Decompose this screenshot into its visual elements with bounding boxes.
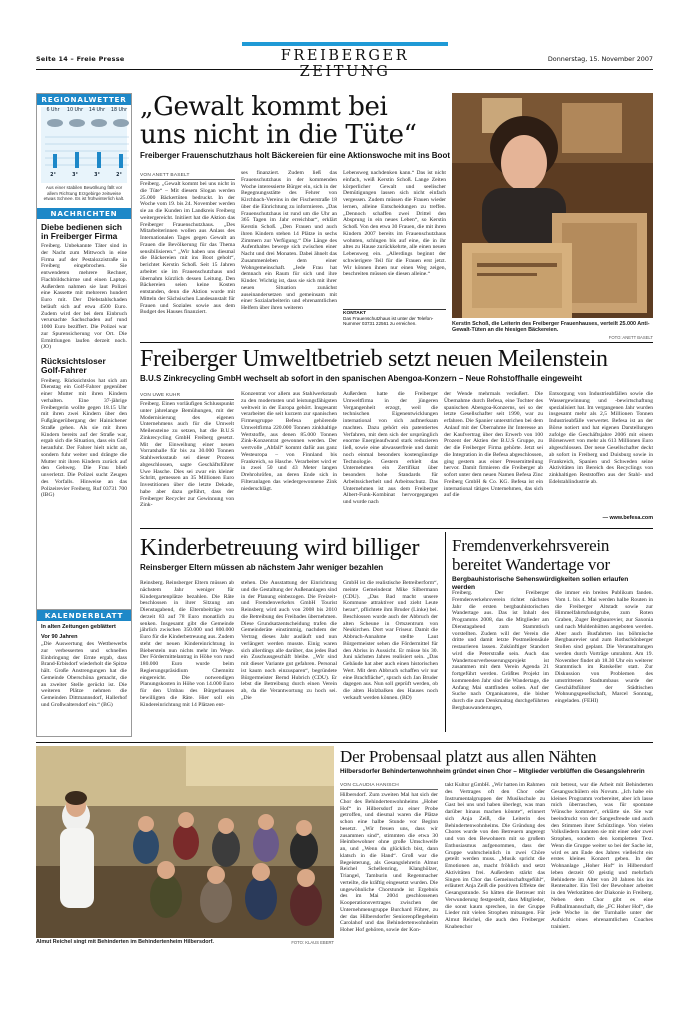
lead-photo-credit: FOTO: ANETT BASELT: [608, 335, 653, 340]
childcare-col-2: stehen. Die Ausstattung der Einrichtung und die Gestaltung der Außenanlagen sind in der Planung einbezogen. Die Freizeit- und Fremdenverkehrs GmbH Tourist Reinsberg wird auch von 2008 bis 2010 die Betreibung des Freibades übernehmen. Diese Grundsatzentscheidung trafen die Gemeinderäte einstimmig, nachdem der Vertrag dieses Jahr ausläuft und nun verlängert werden musste. Einig waren sich allerdings alle darüber, das jedes Bad ein Zuschussgeschäft bleibe. „Wir sind mit dieser Variante gut gefahren. Personal ist kaum noch einzusparen“, begründete Bürgermeister Bernd Hubrich (CDU). Er lebst die Betreibung durch einen Verein ab, da die Verantwortung zu hoch sei. „Die: [241, 580, 337, 701]
news-item-2-title: Rücksichtsloser Golf-Fahrer: [41, 356, 106, 376]
lead-deck: Freiberger Frauenschutzhaus holt Bäckereien für eine Aktionswoche mit ins Boot: [140, 151, 450, 160]
lead-col-1: Freiberg. „Gewalt kommt bei uns nicht in die Tüte“ – Mit diesem Slogan werden 25.000 Bäckertüten bedruckt. In der Woche vom 19. bis 24. November werden sie an die Kunden im Landkreis Freiberg weitergereicht. Initiiert hat die Aktion das Freiberger Frauenschutzhaus. „Des Mitarbeiterinnen wollen aus Anlass des Internationalen Tages gegen Gewalt an Frauen die Bevölkerung für das Thema sensibilisieren.“ „Wir haben uns diesmal die Bäckereien mit ins Boot geholt“, berichtet Kerstin Schoß. Seit 15 Jahren arbeitet sie im Frauenschutzhaus und übernahm kürzlich dessen Leitung. Den Bäckereien seien keine Kosten entstanden, denn die Aktion wurde mit Mitteln der Sächsischen Landesanstalt für Frauen und Soziales sowie aus dem Budget des Hauses finanziert.: [140, 181, 235, 316]
column-rule-childcare-tourism: [445, 532, 446, 732]
tourism-col-2: die immer ein breites Publikum fanden. Vom 1. bis 4. Mai werden halbe Routen in die Freiberger Altstadt sowie zur Himmelfahrtsfundgrube, zum Roten Graben, Zuger Bergbaurevier, zur Saxonia und nach Muldenhütten angeboten werden. Aber auch Busfahrten ins böhmische Bergbaurevier und zum Rothschönberger Stollen sind geplant. Die Veranstaltungen werden durch Vorträge umrahmt. Am 19. November findet ab 18.30 Uhr ein weiterer Stammtisch im Ratskeller statt. Zur Diskussion von Problemen des umstrittenen Stadtumbaus wurde der Geschäftsführer der Städtischen Wohnungsgesellschaft, Marcel Sonntag, eingeladen. (FEHI): [555, 590, 653, 704]
childcare-deck: Reinsberger Eltern müssen ab nächstem Jahr weniger bezahlen: [140, 563, 384, 572]
choir-col-2: takt Kultur gGmbH. „Wir hatten im Rahmen des Vertrages oft den Chor oder Instrumentalgruppen der Musikschule zu Gast bei uns und haben überlegt, was man darüber hinaus machen könnte“, erinnert sich Anja Zeiß, die Leiterin des Behindertenwohnheims. Die Gründung des Chores wurde von den Betreuern angeregt und von den Bewohnern mit so großem Enthusiasmus aufgenommen, dass der Gruppe wahrscheinlich in zwei Chöre geteilt werden muss. „Musik spricht die Emotionen an, macht fröhlich und setzt Aktivitäten frei. Außerdem stärkt das Singen im Chor das Gemeinschaftsgefühl“, erläutert Anja Zeiß die positiven Effekte der Gesangsstunde. So hätten die Betreuer mit Verwunderung festgestellt, dass Mitglieder, die sonst kaum sprechen, in der Gruppe Lieder mit vielen Strophen mitsangen. Für Almut Reichel, die auch den Freiberger Knabenchor: [445, 782, 545, 930]
environment-col-5: Entsorgung von Industrieabfällen sowie die Wassergewinnung und -bewirtschaftung spezialisiert hat. Im vergangenen Jahr wurden insgesamt mehr als 2,5 Millionen Tonnen Industrieabfälle verwertet. Befesa ist an der Börse notiert und hat eigenen Darstellungen zufolge die Geschäftsjahre 2006 mit einem Börsenwert von mehr als 613 Millionen Euro abgeschlossen. Der neue Gesellschafter deckt ab sofort in Freiberg und Duisburg sowie in Frankreich, Spanien und Schweden seine Aktivitäten im Bereich des Recyclings von zinkhaltigen Reststoffen aus der Stahl- und Edelstahlindustrie ab.: [549, 391, 653, 485]
cloud-snow-icon: [45, 116, 129, 130]
news-item-1: [37, 219, 131, 351]
weather-time-1: 6 Uhr: [46, 108, 60, 113]
weather-chart: [41, 107, 127, 183]
weather-time-2: 10 Uhr: [66, 108, 84, 113]
page-label: Seite 14 – Freie Presse: [36, 55, 125, 63]
choir-photo-image: [36, 746, 334, 938]
news-item-1-text: Freiberg. Unbekannte Täter sind in der Nacht zum Mittwoch in eine Firma auf der Pestalozzistraße in Freiberg eingebrochen. Sie entwendeten mehrere Rechner, Flachbildschirme und einen Laptop. Außerdem nahmen sie laut Polizei eine Kassette mit mehreren hundert Euro mit. Der Diebstahlschaden beläuft sich auf etwa 4500 Euro. Zudem wird der bei dem Einbruch verursachte Sachschaden auf rund 1000 Euro beziffert. Die Polizei war zur Spurensicherung vor Ort. Die Ermittlungen laufen derzeit noch. (JO): [41, 243, 127, 351]
lead-col-3: Lebensweg nachdenken kann.“ Das ist nicht einfach, weiß Kerstin Schoß. Lange Zeiten körperlicher Gewalt und seelischer Demütigungen lassen sich nicht einfach vergessen. Zudem müssen die Frauen wieder lernen, alleine Entscheidungen zu treffen. „Dennoch schaffen zwei Drittel den Absprung in ein neues Leben“, so Kerstin Schoß. Von den etwa 30 Frauen, die mit ihren Kindern 2007 bereits im Frauenschutzhaus wohnten, schlugen bis auf eine, die in ihr altes zu Hause zurückkehrte, alle einen neuen Lebensweg ein. „Allerdings beginnt der schwierigere Teil für die Frauen erst jetzt. Wir können ihnen nur einen Weg zeigen, beschreiten müssen sie diesen alleine.“: [343, 170, 446, 278]
weather-time-3: 14 Uhr: [88, 108, 106, 113]
calendar-box: [36, 609, 132, 737]
news-heading: NACHRICHTEN: [37, 208, 131, 219]
masthead-accent-bar: [242, 42, 448, 46]
tourism-deck: Bergbauhistorische Sehenswürdigkeiten sollen erlaufen werden: [452, 576, 629, 591]
choir-photo: [36, 746, 334, 938]
lead-contact-label: KONTAKT: [343, 311, 367, 316]
lead-headline: [140, 93, 452, 149]
tourism-headline: [452, 536, 653, 574]
weather-time-4: 18 Uhr: [110, 108, 128, 113]
childcare-col-1: Reinsberg. Reinsberger Eltern müssen ab nächstem Jahr weniger für Kindergartenplätze bezahlen. Die Räte beschlossen in ihrer Sitzung am Dienstagabend, die Elternbeiträge von derzeit 83 auf 78 Euro monatlich zu senken. Insgesamt gibt die Gemeinde jährlich zwischen 350.000 und 800.000 Euro für die Kinderbetreuung aus. Zudem steht der neuen Kindereinrichtung in Bieberstein nun nichts mehr im Wege. Der Fördermittelantrag in Höhe von rund 180.000 Euro wurde beim Regierungspräsidium Chemnitz eingereicht. Die notwendigen Planungskosten in Höhe von 14.000 Euro für den Umbau des Bürgerhauses bewilligten die Räte. Hier soll ein Kindereinrichtung mit 14 Plätzen ent-: [140, 580, 234, 708]
choir-col-1: Hilbersdorf. Zum zweiten Mal hat sich der Chor des Behindertenwohnheims „Hoher Hof“ in Hilbersdorf zu einer Probe getroffen, und diesmal waren die Plätze schon eine halbe Stunde vor Beginn besetzt. „Wir freuen uns, dass wir zusammen sind“, stimmten die etwa 30 Heimbewohner ohne große Umschweife an, und „Wenn du glücklich bist, dann klatsch in die Hand“. Groß war die Begeisterung, als Gesangslehrerin Almut Reichel Schellenring, Klanghölzer, Triangel, Tamburin und Regenmacher verteilte, die kräftig eingesetzt wurden. Die ungewöhnliche Chorstunde ist Ergebnis des im Mai 2004 geschlossenen Kooperationsvertrages zwischen der Unternehmensgruppe Burchard Führer, zu der das Hilbersdorfer Seniorenpflegeheim Carolahof und das Behindertenwohnheim Hoher Hof gehören, sowie der Kon-: [340, 792, 438, 933]
weather-temp-2: 3°: [72, 173, 78, 178]
calendar-heading: KALENDERBLATT: [37, 610, 131, 621]
lead-contact-text: Das Frauenschutzhaus ist unter der Telefon-Nummer 03731 22561 zu erreichen.: [343, 316, 434, 327]
news-item-2-text: Freiberg. Rücksichtslos hat sich am Dienstag ein Golf-Fahrer gegenüber einer Mutter mit ihren Kindern verhalten. Eine 37-jährige Freibergerin wollte gegen 18.15 Uhr mit ihren zwei Kindern über den Fußgängerübergang der Hainichener Straße gehen. Als sie mit ihren Kindern bereits auf der Straße war, ergab sich die Situation, dass ein Golf heranfuhr. Der Fahrer hielt nicht an, sondern fuhr weiter und drängte die Mutter mit ihren Kindern zurück auf den Gehweg. Die Frau blieb unverletzt. Die Polizei sucht Zeugen des Vorfalls. Hinweise an das Polizeirevier Freiberg, Ruf 03731 700 (IBG): [41, 377, 127, 499]
masthead-title: FREIBERGER ZEITUNG: [280, 48, 410, 80]
choir-deck: Hilbersdorfer Behindertenwohnheim gründet einen Chor – Mitglieder verblüffen die Gesangslehrerin: [340, 768, 645, 775]
tourism-headline-line1: Fremdenverkehrsverein: [452, 536, 610, 555]
lead-headline-line1: „Gewalt kommt bei: [140, 92, 388, 122]
choir-byline: VON CLAUDIA HANISCH: [340, 783, 438, 790]
news-item-2: [37, 351, 131, 499]
environment-col-4: der Wende mehrmals veräußert. Die Übernahme durch Befesa, eine Tochter des spanischen Abengoa-Konzerns, sei so der letzte Gesellschafter seit 1990, war zu erfahren. Die Spanier unterstrichen bei dem Anlauf mit der Übernahme ihr Interesse an der Kaufvertrag über den Erwerb von 100 Prozent der Aktien der B.U.S Gruppe, zu der die Freiberger Firma gehörte. Jetzt sei die Integration in die Befesa abgeschlossen, ging gestern aus einer Pressemitteilung hervor. Damit firmieren die Freiberger ab sofort unter dem neuen Namen Befesa Zinc Freiberg GmbH & Co. KG. Befesa ist ein international tätiges Unternehmen, das sich auf die: [444, 391, 543, 499]
calendar-text: „Die Auswertung des Wettbewerbs zur verbesserten und schnellen Einbringung der Ernte ergab, dass Brand-Erbisdorf wiederholt die Spitze hält. Große Anstrengungen hat die Gemeinde Oberschöna gemacht, die an zweiter Stelle gerückt ist. Die weiteren Plätze nehmen die Gemeinden Dittmannsdorf, Hallerhof und Großwaltersdorf ein.“ (BG): [41, 641, 127, 708]
weather-caption: Aus einer stabilen Bewölkung fällt vor allem Richtung Erzgebirge zeitweise etwas Schnee. Es ist frühwinterlich kalt.: [43, 185, 125, 202]
environment-col-2: Konzentrat vor allem aus Stahlwerkstaub zu den modernsten und leistungsfähigsten weltweit in der Europa gehört. Insgesamt verarbeitet die seit kurzem zur spanischen Firmengruppe Befesa gehörende Umweltfirma 220.000 Tonnen zinkhaltige Wertstoffe, aus denen 85.000 Tonnen Zink-Konzentrat gewonnen werden. Der wertvolle „Abfall“ kommt dafür aus ganz Westeuropa – von Finnland bis Frankreich, so Hasche. Verarbeitet wird er in zwei 50 und 43 Meter langen Drehrohröfen, an deren Ende sich in Filteranlagen das wiedergewonnene Zink niederschlägt.: [241, 391, 337, 492]
lead-col-2: ses finanziert. Zudem ließ das Frauenschutzhaus in der kommenden Woche interessierte Bürger ein, sich in der Begegnungsstätte des Fehrer von Kirchbach-Vereins in der Fischerstraße 18 über die Einrichtung zu informieren. „Das Frauenschutzhaus ist rund um die Uhr an 365 Tagen im Jahr erreichbar“, erklärt Kerstin Schoß. „Den Frauen und auch ihren Kindern stehen 14 Plätze in sechs Zimmern zur Verfügung.“ Die Länge des Aufenthaltes bewege sich zwischen einer Nacht und drei Monaten. Dabei ähnelt das Zusammenleben dem einer Wohngemeinschaft. „Jede Frau hat demnach ein Raum für sich und ihre Kinder. Wichtig ist, dass sie sich mit ihrer neuen Situation zunächst auseinandersetzen und gemeinsam mit einer Sozialarbeiterin und ehrenamtlichen Helfern über ihren weiteren: [241, 170, 337, 311]
lead-photo-caption: Kerstin Schoß, die Leiterin des Freiberger Frauenhauses, verteilt 25.000 Anti-Gewalt-Tüten an die hiesigen Bäckereien.: [452, 321, 650, 334]
choir-col-3: mit betreut, war die Arbeit mit Behinderten Gesangsschülern ein Novum. „Ich habe ein kleines Programm vorbereitet, aber ich lasse mich überraschen, was für spontane Wünsche kommen“, erklärte sie. Sie war beeindruckt von der Sangesfreude und auch den Stimmen ihrer Schützlinge. Von vielen Volksliedern kannten sie mit einer oder zwei Strophen, sondern den kompletten Text. Wenn die Gruppe weiter so bei der Sache ist, wird es am Ende des Jahres vielleicht ein erstes kleines Konzert geben. In der Wohnanlage „Hoher Hof“ in Hilbersdorf leben derzeit 60 geistig und mehrfach Behinderte im Alter von 20 Jahren bis ins Rentenalter. Ein Teil der Bewohner arbeitet in den Werkstätten der Diakonie in Freiberg. Neben dem Chor gibt es eine Fußballmannschaft, die „FC Hoher Hof“, die jede Woche in der Turnhalle unter der Aufsicht eines ehrenamtlichen Coaches trainiert.: [551, 782, 653, 930]
environment-col-1: Freiberg. Einen vorläufigen Schlusspunkt unter jahrelange Bemühungen, mit der Modernisierung des eigenen Unternehmens auch für die Umwelt Meilensteine zu setzen, hat die B.U.S Zinkrecycling GmbH Freiberg gesetzt. Mit der Einweihung einer neuen Vorratshalle für bis zu 30.000 Tonnen Stahlwerksstaub sei dieser Prozess abgeschlossen, sagte Geschäftsführer Uwe Hasche. Dies sei zwar ein kleiner Schritt, gemessen an 35 Millionen Euro Investitionen über die letzte Dekade, habe aber dazu geführt, dass der Freiberger Recycler zur Gewinnung von Zink-: [140, 401, 234, 509]
section-rule-3: [36, 742, 653, 743]
calendar-subhead: In alten Zeitungen geblättert: [41, 624, 116, 630]
issue-date: Donnerstag, 15. November 2007: [547, 55, 653, 63]
environment-deck: B.U.S Zinkrecycling GmbH wechselt ab sofort in den spanischen Abengoa-Konzern – Neue Rohstoffhalle eingeweiht: [140, 374, 582, 383]
section-rule-1: [140, 342, 653, 343]
section-rule-2: [140, 528, 653, 529]
childcare-headline: Kinderbetreuung wird billiger: [140, 535, 420, 561]
choir-photo-caption: Almut Reichel singt mit Behinderten im Behindertenheim Hilbersdorf.: [36, 939, 214, 945]
sidebar: [36, 93, 132, 673]
calendar-date-label: Vor 90 Jahren: [41, 634, 78, 640]
header-rule: [36, 69, 653, 70]
weather-heading: REGIONALWETTER: [37, 94, 131, 105]
environment-sign: — www.befesa.com: [602, 515, 653, 521]
weather-temp-4: 2°: [116, 173, 122, 178]
lead-photo-image: [452, 93, 653, 318]
lead-headline-line2: uns nicht in die Tüte“: [140, 120, 417, 150]
choir-headline: Der Probensaal platzt aus allen Nähten: [340, 747, 597, 766]
tourism-col-1: Freiberg. Der Freiberger Fremdenverkehrsverein richtet nächstes Jahr die ersten bergbauhistorischen Wandertage aus. Das ist Inhalt des Programms 2008, das die Mitglieder am Dienstagabend zum Stammtisch vorstellten. Zudem will der Verein die dritte und damit letzte Postmeilensäule restaurieren lassen. Zukünftiger Standort wird die Peterstraße sein. Auch das Wandertourverbesserungsprojekt ist zusammen mit dem Verein Agenda 21 fortgeführt werden. Größtes Projekt im kommenden Jahr sind die Wandertage, die Anfang Mai stattfinden sollen. Auf der Suche nach Organisatoren, die bisher durch die zum Denkmaltag durchgeführten Bergbauwanderungen,: [452, 590, 549, 711]
weather-temp-1: 2°: [50, 173, 56, 178]
environment-col-3: Außerdem hatte die Freiberger Umweltfirma in der jüngeren Vergangenheit erzogt, weil die technischen Eigenentwicklungen international von sich aufmerksam machten. Dazu gehört ein patentiertes Verfahren, mit dem sich der ursprünglich enorme Energieaufwand stark reduzieren ließ, sowie eine abwasserfreie und damit noch einmal besonders kostengünstige Technologie. Gestern erhielt das Unternehmen ein Zertifikat über besonders hohe Standards für Arbeitssicherheit und Arbeitsschutz. Das Unternehmen ist aus dem Freiberger Albert-Funk-Kombinat hervorgegangen und wurde nach: [343, 391, 438, 505]
environment-headline: Freiberger Umweltbetrieb setzt neuen Meilenstein: [140, 346, 608, 372]
lead-byline: VON ANETT BASELT: [140, 173, 235, 180]
news-item-1-title: Diebe bedienen sich in Freiberger Firma: [41, 221, 122, 241]
temperature-scale: [45, 132, 129, 172]
tourism-headline-line2: bereitet Wandertage vor: [452, 555, 610, 574]
environment-byline: VON UWE KUHR: [140, 393, 234, 400]
lead-contact: [343, 309, 446, 327]
lead-photo: [452, 93, 653, 318]
childcare-col-3: GmbH ist die realistische Betreiberform“, meinte Gemeinderat Mike Silbermann (CDU). „Das Bad macht unsere Kommune attraktiver und zieht Leute heran“, pflichtete ihm Bruder (Linke) bei. Beschlossen wurde auch der Abbruch der alten Scheune in Ortszentrum von Neukirchen. Dort war Friseur. Damit die Abbruch-Annahme stellte Laut Bürgermeister sehen die Fördermittel für den Abriss in Aussicht. Er müsse bis 30. Juni nächsten Jahres realisiert sein. „Das Gebäude hat aber auch einen historischen Wert. Mit dem Abbruch schaffen wir nur eine Brachfläche“, sprach sich Jan Bruder dagegen aus. Nun soll geprüft werden, ob die alten Holzbalken des Hauses noch verkauft werden können. (BD): [343, 580, 438, 701]
choir-photo-credit: FOTO: KLAUS EBERT: [291, 940, 334, 945]
weather-temp-3: 3°: [94, 173, 100, 178]
